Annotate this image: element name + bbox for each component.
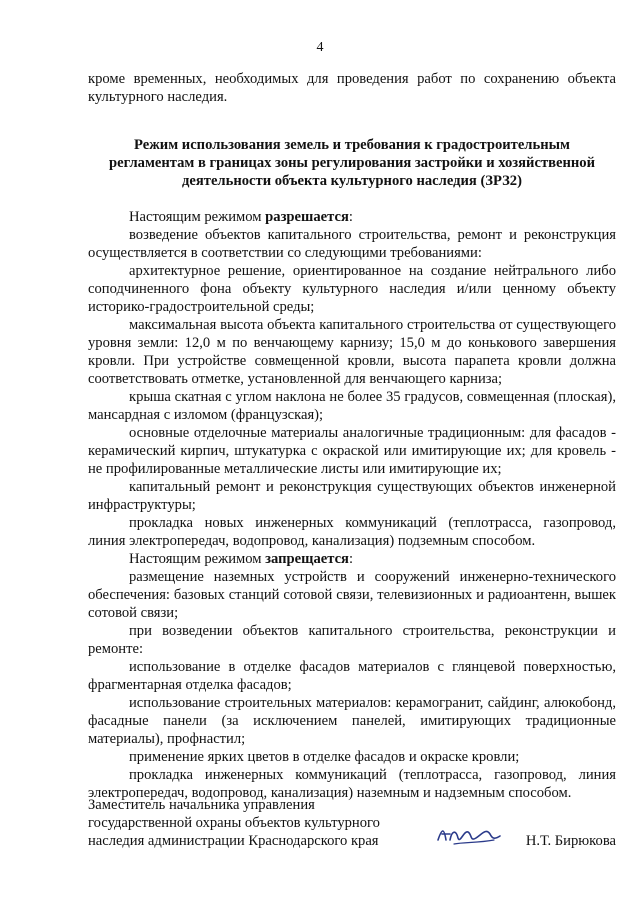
forbidden-item: применение ярких цветов в отделке фасадов и окраске кровли;	[129, 749, 520, 765]
forbidden-item: размещение наземных устройств и сооружений инженерно-технического обеспечения: базовых станций сотовой связи, телевизионных и радиоантенн, вышек сотовой связи;	[88, 569, 616, 621]
allowed-item: крыша скатная с углом наклона не более 35 градусов, совмещенная (плоская), мансардная с изломом (французская);	[88, 389, 616, 423]
forbidden-item: использование строительных материалов: керамогранит, сайдинг, алюкобонд, фасадные панели (за исключением панелей, имитирующих традиционные материалы), профнастил;	[88, 695, 616, 747]
allowed-item: возведение объектов капитального строительства, ремонт и реконструкция осуществляется в соответствии со следующими требованиями:	[88, 227, 616, 261]
document-body	[88, 70, 616, 802]
allowed-item: основные отделочные материалы аналогичные традиционным: для фасадов - керамический кирпич, штукатурка с окраской или имитирующие их; для кровель - не профилированные металлические листы или имитирующие их;	[88, 425, 616, 477]
allowed-keyword: разрешается	[265, 209, 349, 225]
allowed-intro: Настоящим режимом разрешается:	[129, 209, 353, 225]
allowed-item: капитальный ремонт и реконструкция существующих объектов инженерной инфраструктуры;	[88, 479, 616, 513]
page-number: 4	[316, 40, 324, 55]
forbidden-keyword: запрещается	[265, 551, 349, 567]
signature-block	[88, 796, 616, 850]
forbidden-item: использование в отделке фасадов материалов с глянцевой поверхностью, фрагментарная отделка фасадов;	[88, 659, 616, 693]
allowed-item: прокладка новых инженерных коммуникаций (теплотрасса, газопровод, линия электропередач, водопровод, канализация) подземным способом.	[88, 515, 616, 549]
intro-paragraph: кроме временных, необходимых для проведения работ по сохранению объекта культурного наследия.	[88, 71, 616, 105]
forbidden-item: прокладка инженерных коммуникаций (теплотрасса, газопровод, линия электропередач, водопровод, канализация) наземным и надземным способом.	[88, 767, 616, 801]
handwritten-signature-icon	[434, 820, 504, 850]
forbidden-intro: Настоящим режимом запрещается:	[129, 551, 354, 567]
signatory-title: Заместитель начальника управления государственной охраны объектов культурного наследия администрации Краснодарского края	[88, 797, 380, 849]
allowed-item: архитектурное решение, ориентированное на создание нейтрального либо соподчиненного фона объекту культурного наследия и/или ценному объекту историко-градостроительной среды;	[88, 263, 616, 315]
signatory-name: Н.Т. Бирюкова	[525, 833, 616, 849]
forbidden-item: при возведении объектов капитального строительства, реконструкции и ремонте:	[88, 623, 616, 657]
allowed-item: максимальная высота объекта капитального строительства от существующего уровня земли: 12,0 м по венчающему карнизу; 15,0 м до конькового завершения кровли. При устройстве совмещенной кровли, высота парапета кровли должна соответствовать отметке, установленной для венчающего карниза;	[88, 317, 616, 387]
section-heading: Режим использования земель и требования к градостроительным регламентам в границах зоны регулирования застройки и хозяйственной деятельности объекта культурного наследия (ЗРЗ2)	[109, 137, 595, 189]
